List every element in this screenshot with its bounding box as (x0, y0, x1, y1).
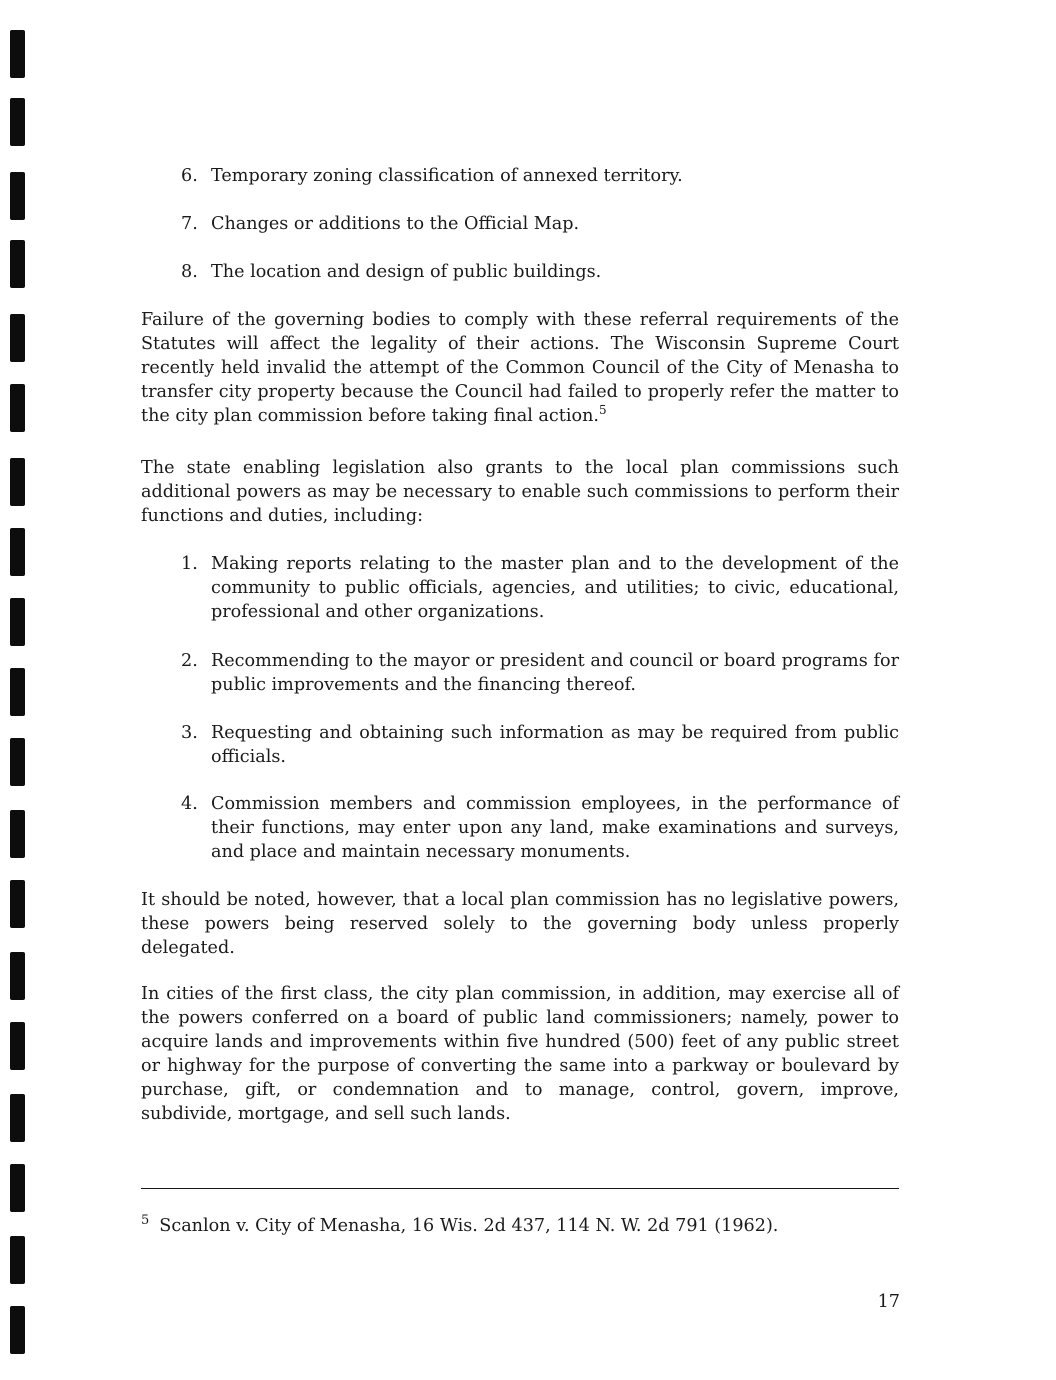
paragraph-text: Failure of the governing bodies to comply with these referral requirements of the Statutes will affect the legality of their actions. The Wisconsin Supreme Court recently held invalid the attempt of the Common Council of the City of Menasha to transfer city property because the Council had failed to properly refer the matter to the city plan commission before taking final action. (141, 310, 899, 426)
binding-hole (10, 952, 25, 1000)
list-item-number: 2. (181, 651, 198, 671)
list-item-2 (141, 649, 899, 697)
binding-hole (10, 384, 25, 432)
list-item-text: Temporary zoning classification of annexed territory. (211, 166, 683, 186)
list-item-1 (141, 552, 899, 624)
binding-hole (10, 172, 25, 220)
page-number: 17 (877, 1292, 900, 1312)
list-item-number: 3. (181, 723, 198, 743)
footnote-text: Scanlon v. City of Menasha, 16 Wis. 2d 437, 114 N. W. 2d 791 (1962). (159, 1216, 779, 1236)
footnote-divider (141, 1188, 899, 1189)
binding-hole (10, 738, 25, 786)
list-item-number: 8. (181, 262, 198, 282)
list-item-7 (141, 212, 899, 236)
binding-hole (10, 458, 25, 506)
binding-hole (10, 528, 25, 576)
binding-hole (10, 598, 25, 646)
binding-hole (10, 98, 25, 146)
footnote-reference: 5 (599, 403, 607, 418)
binding-hole (10, 1022, 25, 1070)
list-item-text: The location and design of public buildings. (211, 262, 602, 282)
footnote (141, 1214, 899, 1238)
list-item-number: 1. (181, 554, 198, 574)
paragraph-referral-failure (141, 308, 899, 428)
binding-hole (10, 240, 25, 288)
list-item-text: Recommending to the mayor or president and council or board programs for public improvements and the financing thereof. (211, 651, 899, 695)
footnote-mark: 5 (141, 1213, 150, 1229)
list-item-text: Commission members and commission employees, in the performance of their functions, may enter upon any land, make examinations and surveys, and place and maintain necessary monuments. (211, 794, 899, 862)
binding-hole (10, 880, 25, 928)
list-item-text: Requesting and obtaining such information as may be required from public officials. (211, 723, 899, 767)
paragraph-first-class-cities: In cities of the first class, the city plan commission, in addition, may exercise all of the powers conferred on a board of public land commissioners; namely, power to acquire lands and improvements within five hundred (500) feet of any public street or highway for the purpose of converting the same into a parkway or boulevard by purchase, gift, or condemnation and to manage, control, govern, improve, subdivide, mortgage, and sell such lands. (141, 984, 899, 1124)
list-item-3 (141, 721, 899, 769)
binding-hole (10, 668, 25, 716)
list-item-4 (141, 792, 899, 864)
paragraph-no-legislative-powers: It should be noted, however, that a local plan commission has no legislative powers, these powers being reserved solely to the governing body unless properly delegated. (141, 890, 899, 958)
binding-hole (10, 1164, 25, 1212)
list-item-text: Changes or additions to the Official Map. (211, 214, 580, 234)
list-item-number: 6. (181, 166, 198, 186)
binding-hole (10, 30, 25, 78)
binding-strip (0, 0, 40, 1380)
list-item-6 (141, 164, 899, 188)
binding-hole (10, 810, 25, 858)
binding-hole (10, 314, 25, 362)
paragraph-additional-powers: The state enabling legislation also grants to the local plan commissions such additional powers as may be necessary to enable such commissions to perform their functions and duties, including: (141, 458, 899, 526)
list-item-text: Making reports relating to the master plan and to the development of the community to public officials, agencies, and utilities; to civic, educational, professional and other organizations. (211, 554, 899, 622)
binding-hole (10, 1236, 25, 1284)
list-item-number: 4. (181, 794, 198, 814)
binding-hole (10, 1306, 25, 1354)
list-item-8 (141, 260, 899, 284)
binding-hole (10, 1094, 25, 1142)
list-item-number: 7. (181, 214, 198, 234)
